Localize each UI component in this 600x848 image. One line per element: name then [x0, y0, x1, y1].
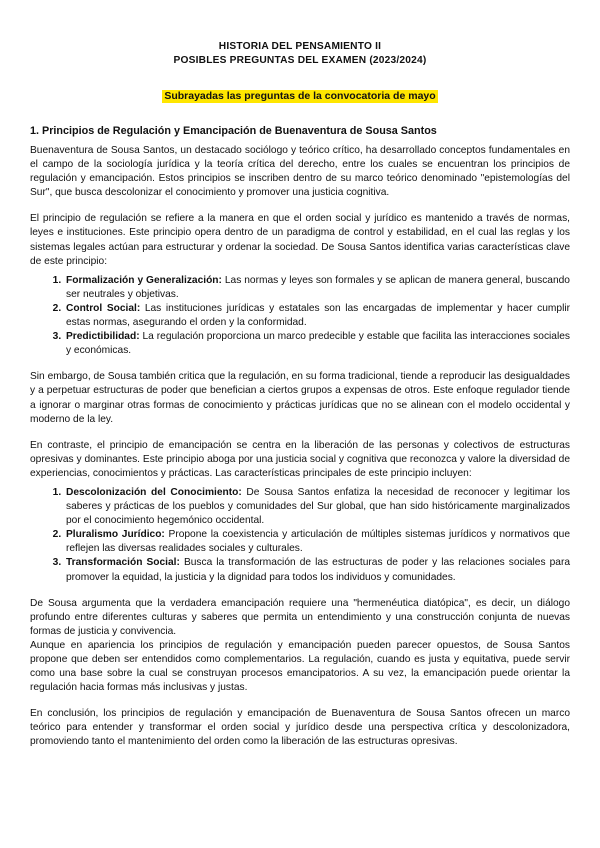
regulation-critique-paragraph: Sin embargo, de Sousa también critica que la regulación, en su forma tradicional, tiende a reproducir las desigualdades y a perpetuar estructuras de poder que benefician a ciertos grupos a expensas de otros. Este enfoque regulador tiende a ignorar o marginar otras formas de conocimiento y prácticas jurídicas que no se alinean con el modelo occidental y moderno de la ley.: [30, 371, 570, 425]
list-item: [64, 556, 570, 584]
list-item: [64, 274, 570, 302]
hermeneutics-paragraph: De Sousa argumenta que la verdadera emancipación requiere una "hermenéutica diatópica", es decir, un diálogo profundo entre diferentes culturas y saberes que permita un entendimiento y una construcción conjunta de nuevas formas de justicia y convivencia.: [30, 597, 570, 637]
document-page: [30, 40, 570, 750]
list-item-text: Propone la coexistencia y articulación de múltiples sistemas jurídicos y normativos que reflejen las diversas realidades sociales y culturales.: [66, 529, 570, 555]
list-item-term: Descolonización del Conocimiento:: [66, 486, 242, 498]
list-item-term: Transformación Social:: [66, 557, 180, 569]
list-item: [64, 528, 570, 556]
emancipation-intro-paragraph: En contraste, el principio de emancipación se centra en la liberación de las personas y colectivos de estructuras opresivas y dominantes. Este principio aboga por una justicia social y cognitiva que reconozca y valore la diversidad de experiencias, conocimientos y prácticas. Las características principales de este principio incluyen:: [30, 439, 570, 479]
emancipation-list: [30, 486, 570, 585]
conclusion-paragraph: En conclusión, los principios de regulación y emancipación de Buenaventura de Sousa Santos ofrecen un marco teórico para entender y transformar el orden social y jurídico desde una perspectiva crítica y descolonizadora, promoviendo tanto el mantenimiento del orden como la liberación de las estructuras opresivas.: [30, 708, 570, 748]
list-item: [64, 330, 570, 358]
section-heading: 1. Principios de Regulación y Emancipación de Buenaventura de Sousa Santos: [30, 125, 437, 137]
exam-subtitle: POSIBLES PREGUNTAS DEL EXAMEN (2023/2024): [173, 55, 427, 66]
list-item-text: Las instituciones jurídicas y estatales son las encargadas de implementar y hacer cumplir estas normas, asegurando el orden y la conformidad.: [66, 302, 570, 329]
list-item-text: Las normas y leyes son formales y se aplican de manera general, buscando ser neutrales y objetivas.: [66, 274, 570, 300]
list-item-term: Pluralismo Jurídico:: [66, 529, 165, 541]
list-item-term: Predictibilidad:: [66, 331, 140, 343]
list-item-term: Formalización y Generalización:: [66, 274, 222, 286]
list-item-text: La regulación proporciona un marco predecible y estable que facilita las interacciones sociales y económicas.: [66, 331, 570, 357]
list-item-text: Busca la transformación de las estructuras de poder y las relaciones sociales para promover la equidad, la justicia y la dignidad para todos los individuos y comunidades.: [66, 557, 571, 583]
regulation-list: [30, 274, 570, 359]
highlight-note: Subrayadas las preguntas de la convocatoria de mayo: [164, 90, 436, 102]
intro-paragraph: Buenaventura de Sousa Santos, un destacado sociólogo y teórico crítico, ha desarrollado conceptos fundamentales en el campo de la sociología jurídica y la teoría crítica del derecho, entre los cuales se encuentran los principios de regulación y emancipación. Estos principios se inscriben dentro de su marco teórico denominado "epistemologías del Sur", que busca descolonizar el conocimiento y promover una justicia cognitiva.: [30, 145, 570, 199]
course-title: HISTORIA DEL PENSAMIENTO II: [218, 41, 382, 52]
regulation-intro-paragraph: El principio de regulación se refiere a la manera en que el orden social y jurídico es mantenido a través de normas, leyes e instituciones. Este principio opera dentro de un paradigma de control y estabilidad, en el cual las reglas y los sistemas legales actúan para estructurar y ordenar la sociedad. De Sousa Santos identifica varias características clave de este principio:: [30, 213, 570, 267]
complementary-paragraph: Aunque en apariencia los principios de regulación y emancipación pueden parecer opuestos, de Sousa Santos propone que deben ser entendidos como complementarios. La regulación, cuando es justa y equitativa, puede servir como una base sobre la cual se construyan procesos emancipatorios. A su vez, la emancipación puede orientar la regulación hacia formas más inclusivas y justas.: [30, 639, 570, 694]
list-item: [64, 486, 570, 528]
list-item-text: De Sousa Santos enfatiza la necesidad de reconocer y legitimar los saberes y prácticas de los pueblos y comunidades del Sur global, que han sido históricamente marginalizados por el conocimiento hegemónico occidental.: [66, 486, 571, 527]
highlight-note-wrap: [30, 86, 570, 104]
list-item-term: Control Social:: [66, 302, 141, 314]
list-item: [64, 302, 570, 330]
